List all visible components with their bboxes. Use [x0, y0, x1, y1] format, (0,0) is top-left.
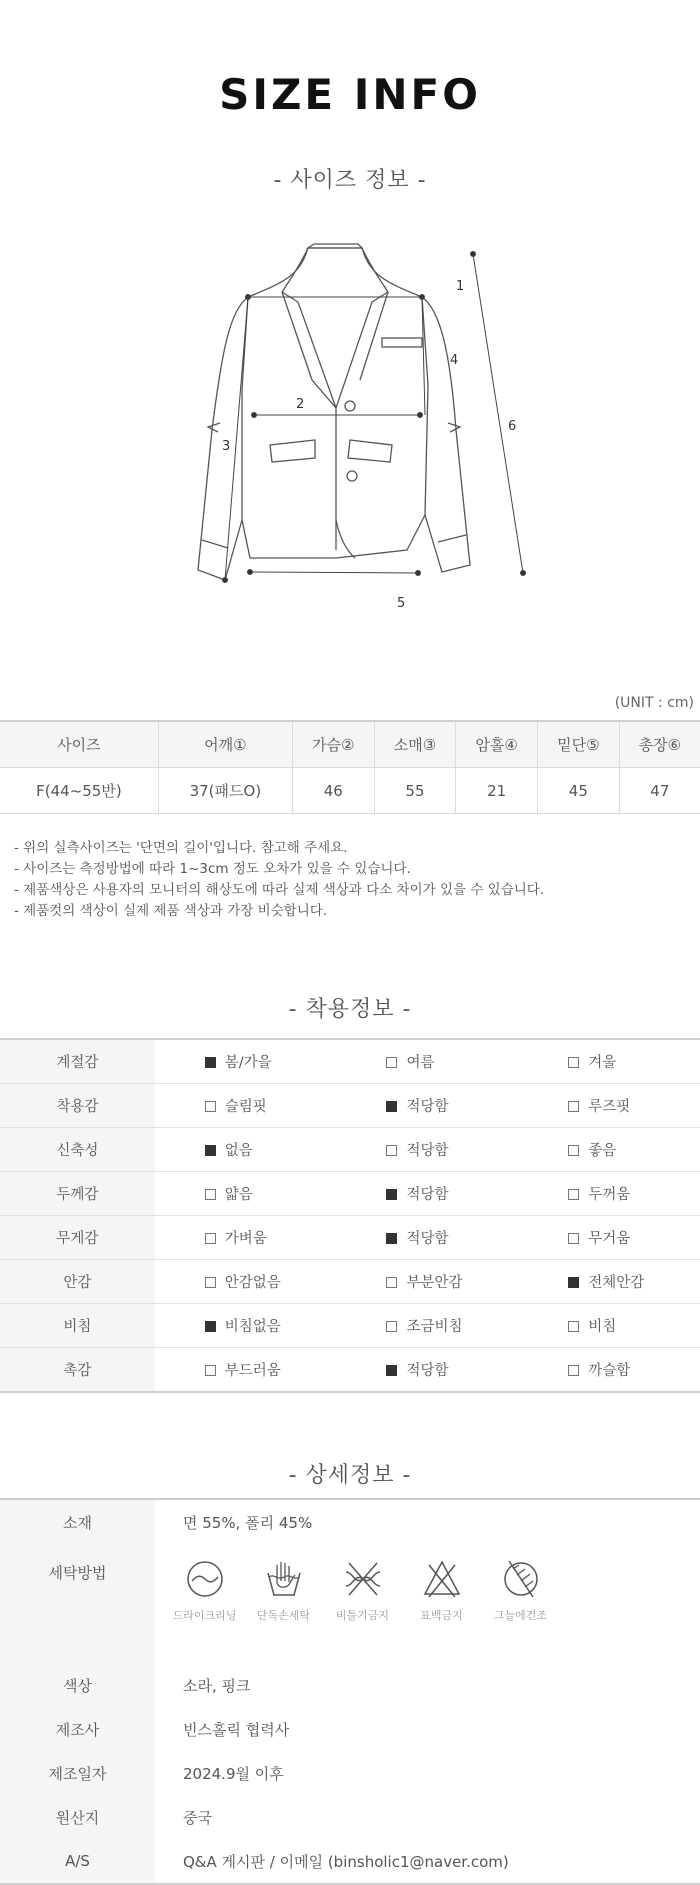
- table-cell: 37(패드O): [158, 768, 292, 814]
- fit-option-label: 비침: [588, 1319, 617, 1335]
- unchecked-box-icon: [568, 1189, 579, 1200]
- fit-option: [518, 1039, 700, 1084]
- fit-option: [155, 1172, 337, 1216]
- fit-row-label: 비침: [0, 1304, 155, 1348]
- origin-value: 중국: [183, 1808, 212, 1827]
- care-caption: 표백금지: [420, 1609, 463, 1622]
- marker-6: 6: [508, 419, 517, 434]
- detail-table: [0, 1498, 700, 1885]
- material-value: 면 55%, 폴리 45%: [183, 1513, 313, 1532]
- unchecked-box-icon: [205, 1365, 216, 1376]
- jacket-size-diagram: [190, 230, 540, 650]
- fit-option-label: 적당함: [406, 1363, 449, 1379]
- fit-option-label: 봄/가을: [224, 1055, 272, 1071]
- care-item-dry-clean: [165, 1557, 244, 1623]
- checked-box-icon: [386, 1233, 397, 1244]
- fit-row-label: 두께감: [0, 1172, 155, 1216]
- care-item-no-bleach: [402, 1557, 481, 1623]
- table-cell: 55: [374, 768, 456, 814]
- fit-option-label: 좋음: [588, 1143, 617, 1159]
- fit-option-label: 전체안감: [588, 1275, 645, 1291]
- detail-row-as: [0, 1839, 700, 1884]
- unchecked-box-icon: [205, 1277, 216, 1288]
- header-cell: 사이즈: [0, 721, 158, 768]
- table-cell: 46: [292, 768, 374, 814]
- material-label: 소재: [0, 1499, 155, 1544]
- hand-wash-icon: [262, 1557, 306, 1601]
- page-title: SIZE INFO: [219, 70, 481, 119]
- fit-row-label: 신축성: [0, 1128, 155, 1172]
- table-cell: 21: [456, 768, 538, 814]
- size-notes: [14, 838, 544, 922]
- fit-option-label: 가벼움: [224, 1231, 267, 1247]
- no-wring-icon: [341, 1557, 385, 1601]
- color-value: 소라, 핑크: [183, 1676, 251, 1695]
- fit-row-label: 무게감: [0, 1216, 155, 1260]
- unchecked-box-icon: [386, 1321, 397, 1332]
- checked-box-icon: [205, 1145, 216, 1156]
- fit-option-label: 없음: [224, 1143, 253, 1159]
- fit-option: [336, 1084, 518, 1128]
- date-label: 제조일자: [0, 1751, 155, 1795]
- fit-option-label: 적당함: [406, 1143, 449, 1159]
- fit-option-label: 안감없음: [224, 1275, 281, 1291]
- checked-box-icon: [386, 1189, 397, 1200]
- fit-option-label: 부분안감: [406, 1275, 463, 1291]
- note-item: - 사이즈는 측정방법에 따라 1~3cm 정도 오차가 있을 수 있습니다.: [14, 861, 411, 877]
- fit-row-label: 안감: [0, 1260, 155, 1304]
- fit-option-label: 슬림핏: [224, 1099, 267, 1115]
- care-caption: 그늘에건조: [493, 1609, 548, 1622]
- fit-option-label: 적당함: [406, 1231, 449, 1247]
- fit-option-label: 적당함: [406, 1187, 449, 1203]
- unchecked-box-icon: [568, 1145, 579, 1156]
- fit-row: [0, 1128, 700, 1172]
- unchecked-box-icon: [568, 1057, 579, 1068]
- checked-box-icon: [205, 1321, 216, 1332]
- care-item-shade-dry: [481, 1557, 560, 1623]
- header-cell: 가슴②: [292, 721, 374, 768]
- detail-section-heading: - 상세정보 -: [288, 1463, 412, 1488]
- fit-option: [518, 1084, 700, 1128]
- size-table: [0, 720, 700, 814]
- size-table-header: [0, 721, 700, 768]
- fit-option-label: 까슬함: [588, 1363, 631, 1379]
- fit-option-label: 무거움: [588, 1231, 631, 1247]
- fit-option: [336, 1216, 518, 1260]
- fit-option: [155, 1348, 337, 1393]
- fit-option: [336, 1128, 518, 1172]
- fit-option-label: 비침없음: [224, 1319, 281, 1335]
- fit-option: [518, 1260, 700, 1304]
- fit-option-label: 겨울: [588, 1055, 617, 1071]
- fit-row-label: 촉감: [0, 1348, 155, 1393]
- care-icons: [165, 1545, 699, 1623]
- fit-row: [0, 1084, 700, 1128]
- header-cell: 총장⑥: [619, 721, 700, 768]
- fit-option: [518, 1128, 700, 1172]
- header-cell: 밑단⑤: [537, 721, 619, 768]
- unchecked-box-icon: [205, 1233, 216, 1244]
- marker-5: 5: [397, 596, 406, 611]
- color-label: 색상: [0, 1663, 155, 1707]
- fit-row-label: 착용감: [0, 1084, 155, 1128]
- fit-info-table: [0, 1038, 700, 1393]
- care-caption: 비틀기금지: [335, 1609, 390, 1622]
- maker-value: 빈스홀릭 협력사: [183, 1720, 290, 1739]
- note-item: - 제품색상은 사용자의 모니터의 해상도에 따라 실제 색상과 다소 차이가 있을 수 있습니다.: [14, 882, 545, 898]
- fit-option-label: 여름: [406, 1055, 435, 1071]
- marker-1: 1: [456, 279, 465, 294]
- checked-box-icon: [205, 1057, 216, 1068]
- fit-option-label: 적당함: [406, 1099, 449, 1115]
- fit-option-label: 루즈핏: [588, 1099, 631, 1115]
- checked-box-icon: [386, 1365, 397, 1376]
- care-caption: 드라이크리닝: [172, 1609, 237, 1622]
- detail-row-material: [0, 1499, 700, 1544]
- marker-4: 4: [450, 353, 459, 368]
- detail-row-date: [0, 1751, 700, 1795]
- marker-2: 2: [296, 397, 305, 412]
- fit-option: [518, 1172, 700, 1216]
- fit-option: [155, 1128, 337, 1172]
- fit-option-label: 부드러움: [224, 1363, 281, 1379]
- unchecked-box-icon: [386, 1057, 397, 1068]
- unit-label: (UNIT : cm): [614, 695, 694, 711]
- unchecked-box-icon: [568, 1101, 579, 1112]
- detail-row-care: [0, 1544, 700, 1663]
- note-item: - 제품컷의 색상이 실제 제품 색상과 가장 비슷합니다.: [14, 903, 328, 919]
- size-section-heading: - 사이즈 정보 -: [273, 168, 427, 193]
- header-cell: 어깨①: [158, 721, 292, 768]
- fit-option-label: 조금비침: [406, 1319, 463, 1335]
- maker-label: 제조사: [0, 1707, 155, 1751]
- detail-row-origin: [0, 1795, 700, 1839]
- unchecked-box-icon: [386, 1277, 397, 1288]
- table-cell: 47: [650, 781, 670, 800]
- fit-row-label: 계절감: [0, 1039, 155, 1084]
- detail-row-maker: [0, 1707, 700, 1751]
- checked-box-icon: [386, 1101, 397, 1112]
- fit-option: [155, 1039, 337, 1084]
- fit-option: [336, 1172, 518, 1216]
- checked-box-icon: [568, 1277, 579, 1288]
- note-item: - 위의 실측사이즈는 '단면의 길이'입니다. 참고해 주세요.: [14, 840, 348, 856]
- unchecked-box-icon: [568, 1233, 579, 1244]
- unchecked-box-icon: [568, 1365, 579, 1376]
- fit-option: [336, 1039, 518, 1084]
- header-cell: 소매③: [374, 721, 456, 768]
- wear-section-heading: - 착용정보 -: [288, 997, 412, 1022]
- unchecked-box-icon: [568, 1321, 579, 1332]
- care-label: 세탁방법: [0, 1544, 155, 1663]
- fit-row: [0, 1216, 700, 1260]
- no-bleach-icon: [420, 1557, 464, 1601]
- fit-option: [336, 1304, 518, 1348]
- fit-option-label: 얇음: [224, 1187, 253, 1203]
- table-cell: F(44~55반): [0, 768, 158, 814]
- fit-row: [0, 1039, 700, 1084]
- fit-row: [0, 1348, 700, 1393]
- fit-option: [155, 1084, 337, 1128]
- fit-option: [518, 1304, 700, 1348]
- care-item-no-wring: [323, 1557, 402, 1623]
- dry-clean-icon: [183, 1557, 227, 1601]
- fit-row: [0, 1172, 700, 1216]
- fit-option: [336, 1260, 518, 1304]
- care-caption: 단독손세탁: [256, 1609, 311, 1622]
- fit-option-label: 두꺼움: [588, 1187, 631, 1203]
- fit-option: [155, 1216, 337, 1260]
- fit-option: [518, 1348, 700, 1393]
- fit-option: [155, 1260, 337, 1304]
- marker-3: 3: [222, 439, 231, 454]
- fit-option: [336, 1348, 518, 1393]
- date-value: 2024.9월 이후: [183, 1764, 284, 1783]
- origin-label: 원산지: [0, 1795, 155, 1839]
- as-value: Q&A 게시판 / 이메일 (binsholic1@naver.com): [183, 1852, 509, 1871]
- fit-row: [0, 1304, 700, 1348]
- unchecked-box-icon: [205, 1101, 216, 1112]
- detail-row-color: [0, 1663, 700, 1707]
- table-row: [0, 768, 700, 814]
- header-cell: 암홀④: [456, 721, 538, 768]
- care-item-hand-wash: [244, 1557, 323, 1623]
- fit-option: [155, 1304, 337, 1348]
- table-cell: 45: [537, 768, 619, 814]
- fit-option: [518, 1216, 700, 1260]
- shade-dry-icon: [499, 1557, 543, 1601]
- as-label: A/S: [0, 1839, 155, 1884]
- fit-row: [0, 1260, 700, 1304]
- unchecked-box-icon: [386, 1145, 397, 1156]
- unchecked-box-icon: [205, 1189, 216, 1200]
